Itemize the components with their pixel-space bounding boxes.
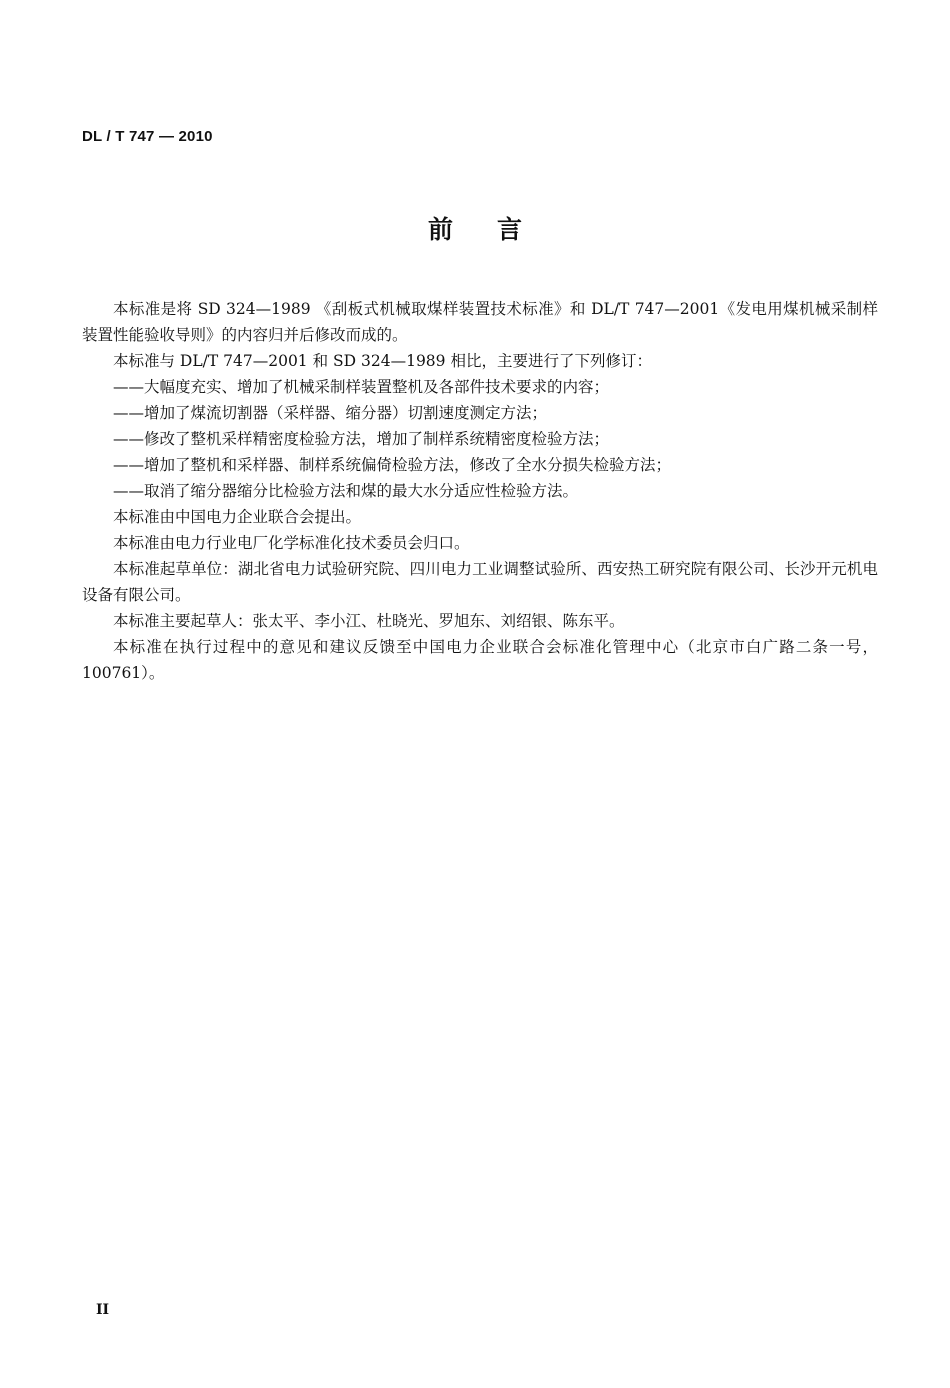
document-code: DL / T 747 — 2010 (82, 128, 213, 145)
paragraph-drafting-units: 本标准起草单位：湖北省电力试验研究院、四川电力工业调整试验所、西安热工研究院有限公司、长沙开元机电设备有限公司。 (82, 560, 878, 604)
revision-item-5: ——取消了缩分器缩分比检验方法和煤的最大水分适应性检验方法。 (113, 482, 579, 500)
paragraph-committee: 本标准由电力行业电厂化学标准化技术委员会归口。 (113, 534, 470, 552)
revision-item-3: ——修改了整机采样精密度检验方法，增加了制样系统精密度检验方法； (113, 430, 610, 448)
page-title: 前言 (427, 215, 566, 244)
foreword-body (82, 296, 878, 686)
revision-item-4: ——增加了整机和采样器、制样系统偏倚检验方法，修改了全水分损失检验方法； (113, 456, 672, 474)
paragraph-drafters: 本标准主要起草人：张太平、李小江、杜晓光、罗旭东、刘绍银、陈东平。 (113, 612, 625, 630)
revision-item-2: ——增加了煤流切割器（采样器、缩分器）切割速度测定方法； (113, 404, 548, 422)
page-number: II (96, 1302, 110, 1318)
paragraph-revisions-intro: 本标准与 DL/T 747—2001 和 SD 324—1989 相比，主要进行了下列修订： (113, 352, 652, 370)
paragraph-proposer: 本标准由中国电力企业联合会提出。 (113, 508, 362, 526)
paragraph-feedback: 本标准在执行过程中的意见和建议反馈至中国电力企业联合会标准化管理中心（北京市白广路二条一号，100761）。 (82, 638, 878, 682)
paragraph-origin: 本标准是将 SD 324—1989 《刮板式机械取煤样装置技术标准》和 DL/T 747—2001《发电用煤机械采制样装置性能验收导则》的内容归并后修改而成的。 (82, 300, 878, 344)
revision-item-1: ——大幅度充实、增加了机械采制样装置整机及各部件技术要求的内容； (113, 378, 610, 396)
